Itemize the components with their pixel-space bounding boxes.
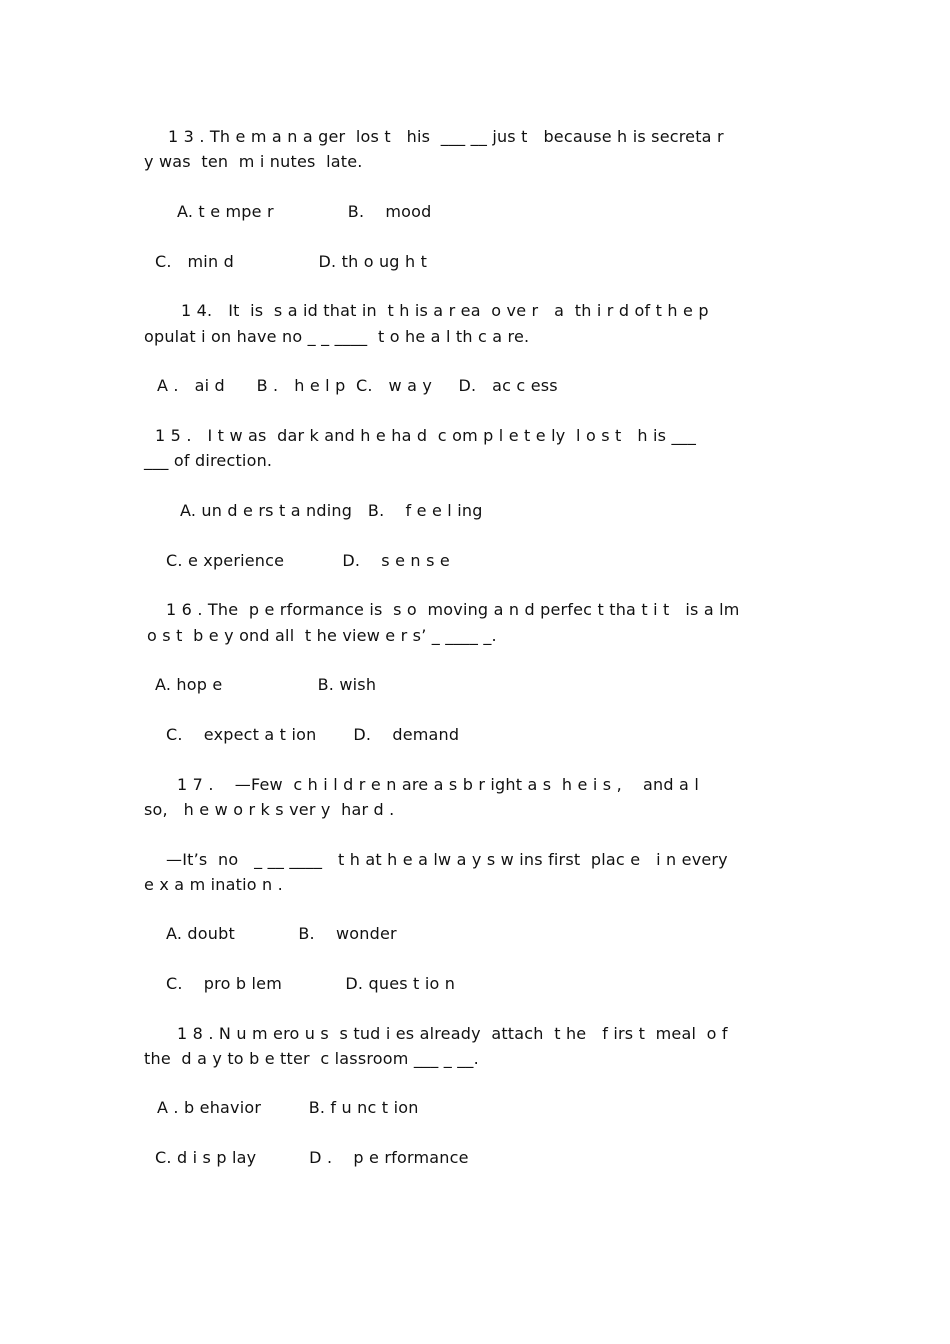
question-17-options-ab: A. doubt B. wonder [166,924,397,943]
question-13-options-cd: C. min d D. th o ug h t [155,252,428,271]
question-13-stem-line-2: y was ten m i nutes late. [144,152,363,171]
question-16-options-ab: A. hop e B. wish [155,675,377,694]
question-17-options-cd: C. pro b lem D. ques t io n [166,974,456,993]
question-14-stem-line-2: opulat i on have no _ _ ____ t o he a l th c a re. [144,327,530,346]
question-18-options-cd: C. d i s p lay D . p e rformance [155,1148,469,1167]
question-17-reply-line-1: —It’s no _ __ ____ t h at h e a lw a y s w ins first plac e i n every [166,850,728,869]
question-16-stem-line-1: 1 6 . The p e rformance is s o moving a n d perfec t tha t i t is a lm [166,600,740,619]
question-13-stem-line-1: 1 3 . Th e m a n a ger los t his ___ __ jus t because h is secreta r [168,127,724,146]
question-15-stem-line-2: ___ of direction. [144,451,273,470]
question-17-stem-line-2: so, h e w o r k s ver y har d . [144,800,395,819]
question-16-options-cd: C. expect a t ion D. demand [166,725,460,744]
question-17-reply-line-2: e x a m inatio n . [144,875,283,894]
question-15-options-ab: A. un d e rs t a nding B. f e e l ing [180,501,483,520]
question-15-options-cd: C. e xperience D. s e n s e [166,551,450,570]
question-18-stem-line-1: 1 8 . N u m ero u s s tud i es already attach t he f irs t meal o f [177,1024,728,1043]
question-14-options: A . ai d B . h e l p C. w a y D. ac c ess [157,376,558,395]
question-13-options-ab: A. t e mpe r B. mood [177,202,432,221]
question-18-options-ab: A . b ehavior B. f u nc t ion [157,1098,419,1117]
question-17-stem-line-1: 1 7 . —Few c h i l d r e n are a s b r ight a s h e i s , and a l [177,775,699,794]
question-16-stem-line-2: o s t b e y ond all t he view e r s’ _ ____ _. [147,626,497,645]
question-18-stem-line-2: the d a y to b e tter c lassroom ___ _ __. [144,1049,479,1068]
question-14-stem-line-1: 1 4. It is s a id that in t h is a r ea o ve r a th i r d of t h e p [181,301,709,320]
question-15-stem-line-1: 1 5 . I t w as dar k and h e ha d c om p l e t e ly l o s t h is ___ [155,426,697,445]
